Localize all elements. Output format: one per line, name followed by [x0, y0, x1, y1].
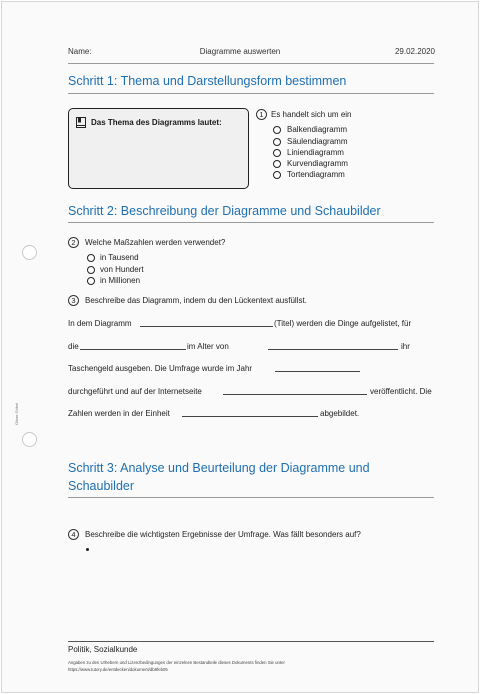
cloze-blank[interactable] — [223, 394, 367, 395]
option-label: Kurvendiagramm — [287, 159, 348, 168]
step3-divider — [68, 497, 434, 498]
step3-heading-line1: Schritt 3: Analyse und Beurteilung der Diagramme und — [68, 461, 370, 475]
task-number-1: 1 — [256, 109, 267, 120]
cloze-text: im Alter von — [187, 342, 229, 351]
cloze-text: die — [68, 342, 79, 351]
option-label: in Tausend — [100, 253, 139, 262]
author-credit: Oliver Göbel — [14, 402, 19, 425]
topic-answer-box[interactable] — [68, 108, 249, 189]
radio-circle-icon[interactable] — [87, 266, 95, 274]
cloze-blank[interactable] — [80, 349, 186, 350]
step2-heading: Schritt 2: Beschreibung der Diagramme und Schaubilder — [68, 204, 381, 218]
task1-question: Es handelt sich um ein — [271, 110, 352, 119]
task-number-3: 3 — [68, 295, 79, 306]
cloze-text: (Titel) werden die Dinge aufgelistet, für — [274, 319, 412, 328]
answer-bullet[interactable] — [86, 548, 89, 551]
radio-circle-icon[interactable] — [273, 138, 281, 146]
cloze-text: abgebildet. — [320, 409, 360, 418]
step1-heading: Schritt 1: Thema und Darstellungsform bestimmen — [68, 74, 347, 88]
task-number-4: 4 — [68, 529, 79, 540]
book-icon — [76, 117, 86, 128]
cloze-blank[interactable] — [140, 326, 273, 327]
cloze-blank[interactable] — [268, 349, 398, 350]
worksheet-title: Diagramme auswerten — [199, 47, 281, 56]
option-label: Balkendiagramm — [287, 125, 348, 134]
task-number-2: 2 — [68, 237, 79, 248]
punch-hole — [22, 245, 37, 260]
footer-link[interactable]: https://www.tutory.de/entdecken/dokument/db8feb05 — [68, 667, 168, 672]
task2-question: Welche Maßzahlen werden verwendet? — [85, 238, 226, 247]
footer-subject: Politik, Sozialkunde — [68, 645, 138, 654]
task3-instruction: Beschreibe das Diagramm, indem du den Lückentext ausfüllst. — [85, 296, 307, 305]
cloze-blank[interactable] — [182, 416, 318, 417]
step2-divider — [68, 222, 434, 223]
cloze-text: durchgeführt und auf der Internetseite — [68, 387, 202, 396]
radio-circle-icon[interactable] — [273, 126, 281, 134]
cloze-text: ihr — [401, 342, 410, 351]
option-label: Tortendiagramm — [287, 170, 345, 179]
task4-question: Beschreibe die wichtigsten Ergebnisse der Umfrage. Was fällt besonders auf? — [85, 530, 361, 539]
step3-heading-line2: Schaubilder — [68, 479, 135, 493]
option-label: Säulendiagramm — [287, 137, 348, 146]
radio-circle-icon[interactable] — [273, 160, 281, 168]
radio-circle-icon[interactable] — [87, 254, 95, 262]
cloze-text: Taschengeld ausgeben. Die Umfrage wurde im Jahr — [68, 364, 253, 373]
cloze-text: veröffentlicht. Die — [370, 387, 432, 396]
footer-credits: Angaben zu den Urhebern und Lizenzbedingungen der einzelnen Bestandteile dieses Dokuments finden Sie unter — [68, 660, 285, 665]
footer-divider — [68, 641, 434, 642]
step1-divider — [68, 93, 434, 94]
cloze-text: Zahlen werden in der Einheit — [68, 409, 170, 418]
punch-hole — [22, 432, 37, 447]
radio-circle-icon[interactable] — [87, 277, 95, 285]
option-label: in Millionen — [100, 276, 141, 285]
radio-circle-icon[interactable] — [273, 171, 281, 179]
cloze-blank[interactable] — [275, 371, 360, 372]
name-label: Name: — [68, 47, 92, 56]
header-divider — [68, 63, 434, 64]
option-label: Liniendiagramm — [287, 148, 344, 157]
radio-circle-icon[interactable] — [273, 149, 281, 157]
worksheet-date: 29.02.2020 — [394, 47, 435, 56]
option-label: von Hundert — [100, 265, 144, 274]
cloze-text: In dem Diagramm — [68, 319, 132, 328]
topic-box-label: Das Thema des Diagramms lautet: — [91, 118, 222, 127]
